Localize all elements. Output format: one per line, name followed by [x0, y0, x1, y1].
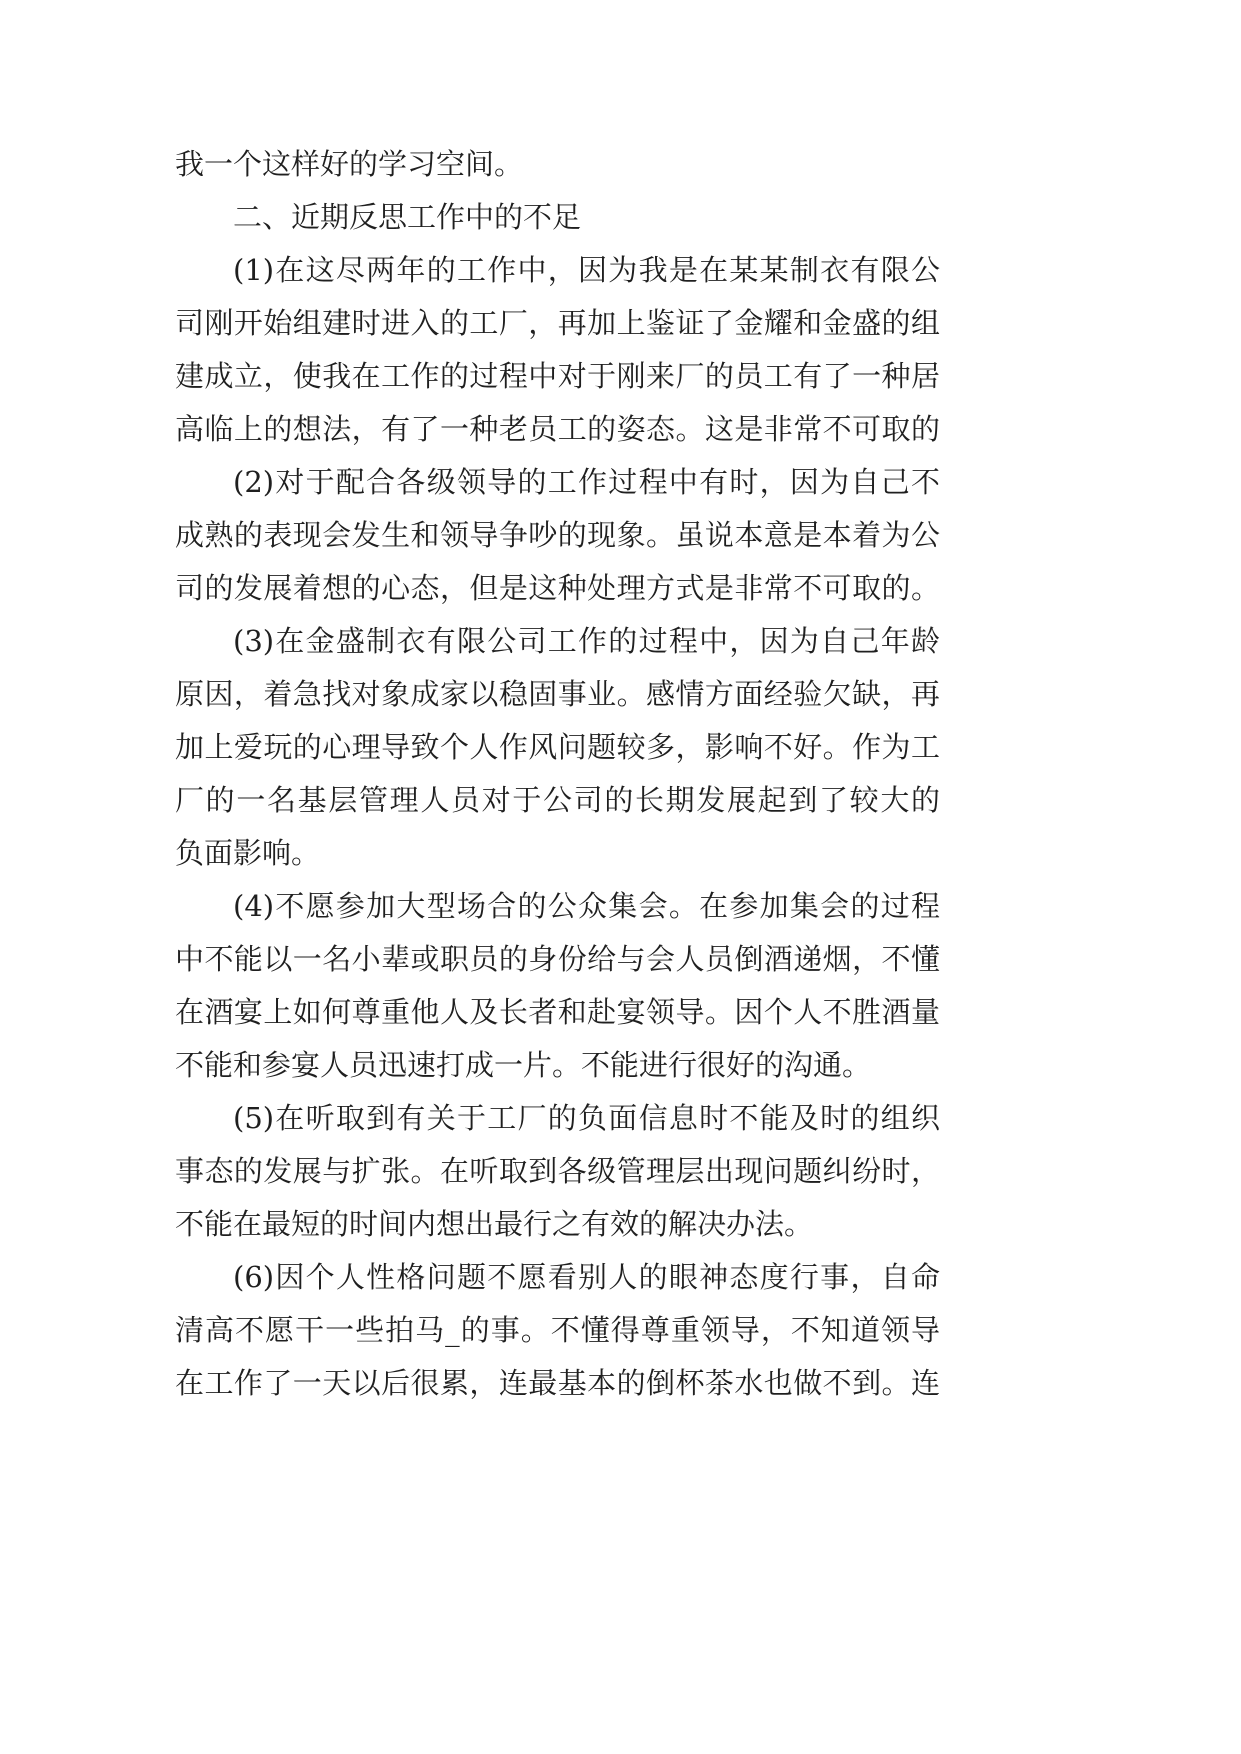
text-line: 高临上的想法，有了一种老员工的姿态。这是非常不可取的 [175, 412, 940, 446]
text-line: (5)在听取到有关于工厂的负面信息时不能及时的组织 [233, 1101, 940, 1135]
text-line: 司刚开始组建时进入的工厂，再加上鉴证了金耀和金盛的组 [175, 306, 940, 340]
text-line: (2)对于配合各级领导的工作过程中有时，因为自己不 [233, 465, 940, 499]
text-line: 建成立，使我在工作的过程中对于刚来厂的员工有了一种居 [175, 359, 940, 393]
text-line: 原因，着急找对象成家以稳固事业。感情方面经验欠缺，再 [175, 677, 940, 711]
text-line: (1)在这尽两年的工作中，因为我是在某某制衣有限公 [233, 253, 940, 287]
item-paragraph-5 [175, 1092, 940, 1251]
text-line: 成熟的表现会发生和领导争吵的现象。虽说本意是本着为公 [175, 518, 940, 552]
text-line: (4)不愿参加大型场合的公众集会。在参加集会的过程 [233, 889, 940, 923]
text-line: 事态的发展与扩张。在听取到各级管理层出现问题纠纷时， [175, 1154, 940, 1188]
text-line: 不能和参宴人员迅速打成一片。不能进行很好的沟通。 [175, 1048, 872, 1082]
document-body [175, 138, 940, 1410]
section-heading: 二、近期反思工作中的不足 [233, 200, 582, 234]
text-line: 司的发展着想的心态，但是这种处理方式是非常不可取的。 [175, 571, 940, 605]
text-line: 在酒宴上如何尊重他人及长者和赴宴领导。因个人不胜酒量 [175, 995, 940, 1029]
item-paragraph-3 [175, 615, 940, 880]
item-paragraph-6 [175, 1251, 940, 1410]
text-line: 负面影响。 [175, 836, 321, 870]
text-line: 厂的一名基层管理人员对于公司的长期发展起到了较大的 [175, 783, 940, 817]
text-line: (6)因个人性格问题不愿看别人的眼神态度行事，自命 [233, 1260, 940, 1294]
item-paragraph-4 [175, 880, 940, 1092]
text-line: 加上爱玩的心理导致个人作风问题较多，影响不好。作为工 [175, 730, 940, 764]
text-line: 在工作了一天以后很累，连最基本的倒杯茶水也做不到。连 [175, 1366, 940, 1400]
item-paragraph-1 [175, 244, 940, 456]
text-line: 清高不愿干一些拍马_的事。不懂得尊重领导，不知道领导 [175, 1313, 940, 1347]
continuation-line: 我一个这样好的学习空间。 [175, 147, 524, 181]
text-line: (3)在金盛制衣有限公司工作的过程中，因为自己年龄 [233, 624, 940, 658]
text-line: 不能在最短的时间内想出最行之有效的解决办法。 [175, 1207, 814, 1241]
text-line: 中不能以一名小辈或职员的身份给与会人员倒酒递烟，不懂 [175, 942, 940, 976]
item-paragraph-2 [175, 456, 940, 615]
